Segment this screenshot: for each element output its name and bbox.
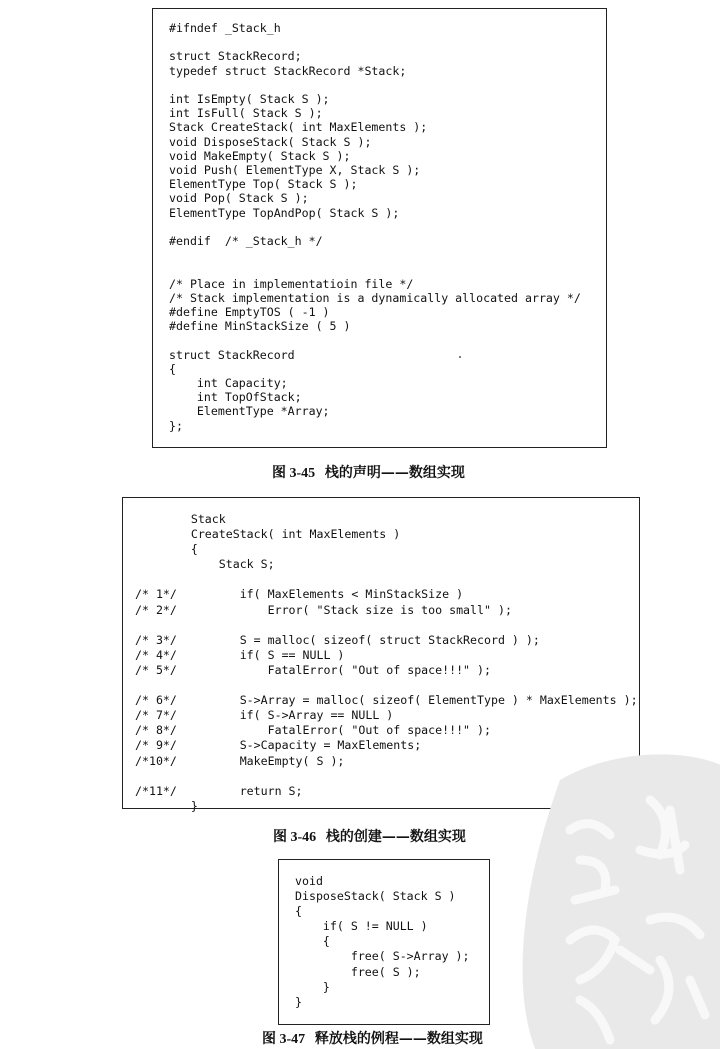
caption-figure-3-47 — [262, 1028, 483, 1048]
caption-figure-3-46 — [273, 826, 466, 846]
code-box-figure-3-47 — [278, 859, 490, 1025]
caption-text: 栈的创建——数组实现 — [325, 829, 466, 845]
caption-figure-3-45 — [272, 462, 465, 482]
code-listing-create-stack: Stack CreateStack( int MaxElements ) { Stack S; /* 1*/ if( MaxElements < MinStackSize ) /* 2*/ Error( "Stack size is too small" ); /* 3*/ S = malloc( sizeof( struct StackRecord ) ); /* 4*/ if( S == NULL ) /* 5*/ FatalError( "Out of space!!!" ); /* 6*/ S->Array = malloc( sizeof( ElementType ) * MaxElements ); /* 7*/ if( S->Array == NULL ) /* 8*/ FatalError( "Out of space!!!" ); /* 9*/ S->Capacity = MaxElements; /*10*/ MakeEmpty( S ); /*11*/ return S; } — [135, 512, 638, 813]
caption-text: 释放栈的例程——数组实现 — [314, 1031, 483, 1047]
caption-label: 图 3-47 — [262, 1032, 306, 1047]
code-listing-dispose-stack: void DisposeStack( Stack S ) { if( S != NULL ) { free( S->Array ); free( S ); } } — [295, 874, 470, 1009]
scan-speck — [459, 356, 461, 358]
code-box-figure-3-45 — [152, 8, 607, 448]
caption-label: 图 3-46 — [273, 830, 317, 845]
seal-watermark-graphic — [500, 740, 720, 1049]
code-listing-stack-declaration: #ifndef _Stack_h struct StackRecord; typedef struct StackRecord *Stack; int IsEmpty( Stack S ); int IsFull( Stack S ); Stack CreateStack( int MaxElements ); void DisposeStack( Stack S ); void MakeEmpty( Stack S ); void Push( ElementType X, Stack S ); ElementType Top( Stack S ); void Pop( Stack S ); ElementType TopAndPop( Stack S ); #endif /* _Stack_h */ /* Place in implementatioin file */ /* Stack implementation is a dynamically allocated array */ #define EmptyTOS ( -1 ) #define MinStackSize ( 5 ) struct StackRecord { int Capacity; int TopOfStack; ElementType *Array; }; — [169, 21, 581, 433]
caption-label: 图 3-45 — [272, 466, 316, 481]
seal-watermark — [500, 740, 720, 1049]
caption-text: 栈的声明——数组实现 — [324, 465, 465, 481]
